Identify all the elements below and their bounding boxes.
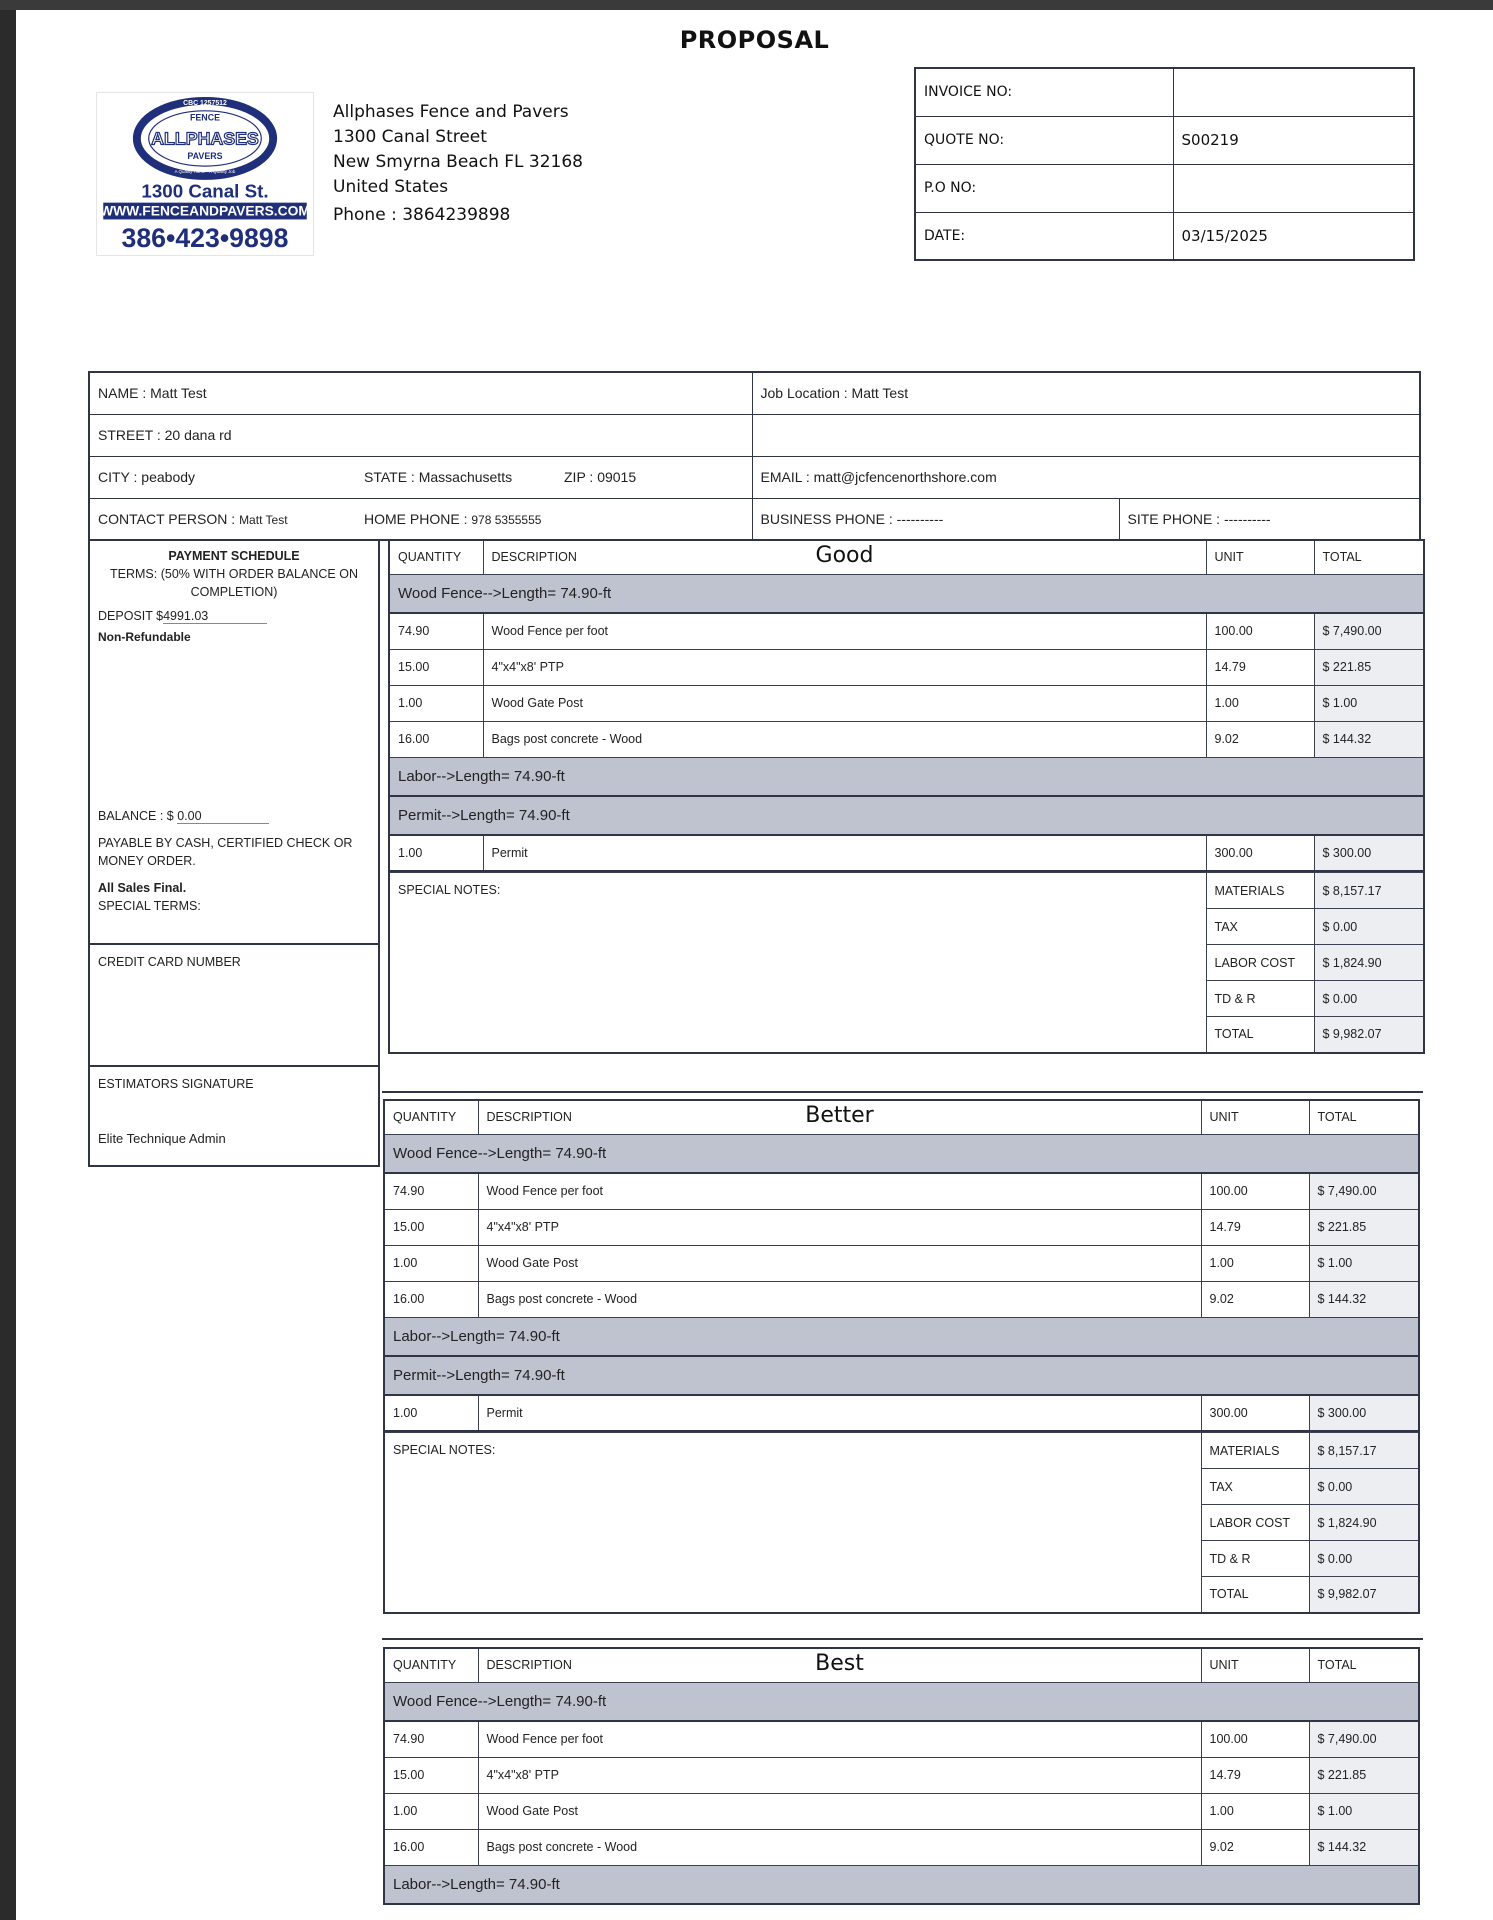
header-description (478, 1648, 1201, 1682)
reference-label: INVOICE NO: (915, 68, 1173, 116)
table-row (384, 1395, 1419, 1431)
reference-label: DATE: (915, 212, 1173, 260)
customer-name: NAME : Matt Test (89, 372, 752, 414)
reference-value (1173, 68, 1414, 116)
item-description: 4"x4"x8' PTP (483, 649, 1206, 685)
item-quantity: 15.00 (389, 649, 483, 685)
deposit-value: 4991.03 (163, 609, 267, 624)
summary-row (384, 1433, 1419, 1469)
payable-note: PAYABLE BY CASH, CERTIFIED CHECK OR MONEY ORDER. (98, 836, 353, 868)
customer-city: CITY : peabody (98, 469, 196, 485)
item-unit: 9.02 (1206, 721, 1314, 757)
balance (98, 809, 269, 824)
summary-row (389, 873, 1424, 909)
item-total: $ 7,490.00 (1309, 1173, 1419, 1209)
home-phone-label: HOME PHONE : (364, 510, 472, 527)
item-quantity: 1.00 (384, 1245, 478, 1281)
site-phone: SITE PHONE : ---------- (1119, 498, 1420, 540)
item-total: $ 144.32 (1309, 1281, 1419, 1317)
contact-person-value: Matt Test (239, 512, 288, 527)
logo-address: 1300 Canal St. (141, 180, 269, 202)
item-quantity: 15.00 (384, 1209, 478, 1245)
customer-email: EMAIL : matt@jcfencenorthshore.com (752, 456, 1420, 498)
table-row (384, 1829, 1419, 1865)
item-description: Bags post concrete - Wood (478, 1829, 1201, 1865)
summary-value: $ 0.00 (1309, 1541, 1419, 1577)
company-address (333, 100, 583, 228)
home-phone-value: 978 5355555 (471, 512, 542, 527)
item-total: $ 1.00 (1309, 1245, 1419, 1281)
special-notes: SPECIAL NOTES: (389, 873, 1206, 1053)
reference-label: P.O NO: (915, 164, 1173, 212)
item-description: Wood Fence per foot (483, 613, 1206, 649)
item-total: $ 221.85 (1314, 649, 1424, 685)
item-quantity: 16.00 (389, 721, 483, 757)
home-phone (364, 511, 541, 527)
item-description: Wood Fence per foot (478, 1173, 1201, 1209)
company-street: 1300 Canal Street (333, 127, 487, 147)
table-header-row (384, 1648, 1419, 1682)
group-row (384, 1317, 1419, 1356)
item-unit: 9.02 (1201, 1281, 1309, 1317)
business-phone: BUSINESS PHONE : ---------- (752, 498, 1119, 540)
tier-label: Better (805, 1103, 874, 1128)
payment-schedule (88, 539, 380, 945)
header-quantity: QUANTITY (384, 1648, 478, 1682)
logo-brand: ALLPHASES (151, 128, 259, 149)
item-quantity: 1.00 (389, 835, 483, 871)
table-header-row (384, 1100, 1419, 1134)
item-description: Bags post concrete - Wood (483, 721, 1206, 757)
summary-value: $ 0.00 (1314, 981, 1424, 1017)
empty-cell (752, 414, 1420, 456)
quote-section-better (383, 1099, 1420, 1614)
company-name: Allphases Fence and Pavers (333, 102, 569, 122)
table-row (389, 721, 1424, 757)
contact-phone-row (89, 498, 752, 540)
item-description: Wood Gate Post (483, 685, 1206, 721)
reference-row (915, 116, 1414, 164)
item-total: $ 300.00 (1314, 835, 1424, 871)
customer-street: STREET : 20 dana rd (89, 414, 752, 456)
reference-row (915, 68, 1414, 116)
summary-value: $ 0.00 (1309, 1469, 1419, 1505)
viewer-top-bar (0, 0, 1493, 10)
item-unit: 1.00 (1206, 685, 1314, 721)
item-unit: 14.79 (1201, 1757, 1309, 1793)
header-unit: UNIT (1201, 1100, 1309, 1134)
group-row (384, 1134, 1419, 1173)
quote-items-table (383, 1099, 1420, 1432)
section-separator (382, 1091, 1423, 1093)
group-row (384, 1682, 1419, 1721)
final-terms (98, 879, 201, 915)
header-description (483, 540, 1206, 574)
balance-value: 0.00 (177, 809, 269, 824)
summary-value: $ 0.00 (1314, 909, 1424, 945)
group-title: Wood Fence-->Length= 74.90-ft (384, 1682, 1419, 1721)
item-quantity: 1.00 (384, 1395, 478, 1431)
group-row (389, 574, 1424, 613)
header-unit: UNIT (1206, 540, 1314, 574)
item-total: $ 221.85 (1309, 1209, 1419, 1245)
non-refundable: Non-Refundable (98, 630, 191, 644)
header-quantity: QUANTITY (389, 540, 483, 574)
all-sales-final: All Sales Final. (98, 881, 187, 895)
special-notes: SPECIAL NOTES: (384, 1433, 1201, 1613)
group-title: Wood Fence-->Length= 74.90-ft (384, 1134, 1419, 1173)
table-row (389, 613, 1424, 649)
summary-label: LABOR COST (1201, 1505, 1309, 1541)
item-unit: 1.00 (1201, 1245, 1309, 1281)
logo-ring: A Quality Home • A Quality Job (174, 169, 236, 175)
header-description-label: DESCRIPTION (491, 550, 577, 565)
logo-phone: 386•423•9898 (121, 223, 289, 254)
summary-label: TD & R (1206, 981, 1314, 1017)
logo-license: CBC 1257512 (183, 99, 227, 107)
item-unit: 100.00 (1206, 613, 1314, 649)
reference-row (915, 212, 1414, 260)
table-row (384, 1173, 1419, 1209)
table-row (384, 1245, 1419, 1281)
summary-value: $ 1,824.90 (1309, 1505, 1419, 1541)
table-row (384, 1793, 1419, 1829)
contact-person (98, 511, 364, 527)
reference-value: S00219 (1173, 116, 1414, 164)
reference-value (1173, 164, 1414, 212)
payment-terms: TERMS: (50% WITH ORDER BALANCE ON COMPLETION) (110, 567, 358, 599)
item-description: Permit (478, 1395, 1201, 1431)
tier-label: Good (815, 543, 874, 568)
table-row (389, 649, 1424, 685)
item-description: Permit (483, 835, 1206, 871)
item-description: Wood Gate Post (478, 1793, 1201, 1829)
summary-table (388, 872, 1425, 1054)
deposit (98, 609, 370, 624)
customer-state: STATE : Massachusetts (364, 469, 513, 485)
customer-zip: ZIP : 09015 (564, 469, 637, 485)
item-quantity: 1.00 (389, 685, 483, 721)
group-title: Wood Fence-->Length= 74.90-ft (389, 574, 1424, 613)
header-description (478, 1100, 1201, 1134)
summary-value: $ 9,982.07 (1309, 1577, 1419, 1613)
item-quantity: 74.90 (389, 613, 483, 649)
reference-box (914, 67, 1415, 261)
group-title: Permit-->Length= 74.90-ft (389, 796, 1424, 835)
contact-person-label: CONTACT PERSON : (98, 510, 240, 527)
item-quantity: 74.90 (384, 1721, 478, 1757)
item-total: $ 144.32 (1309, 1829, 1419, 1865)
quote-items-table (383, 1647, 1420, 1905)
item-total: $ 144.32 (1314, 721, 1424, 757)
item-description: Wood Gate Post (478, 1245, 1201, 1281)
summary-label: TOTAL (1206, 1017, 1314, 1053)
header-unit: UNIT (1201, 1648, 1309, 1682)
payment-heading: PAYMENT SCHEDULE (168, 549, 300, 563)
header-total: TOTAL (1309, 1648, 1419, 1682)
summary-label: TOTAL (1201, 1577, 1309, 1613)
city-state-zip (89, 456, 752, 498)
group-title: Labor-->Length= 74.90-ft (384, 1865, 1419, 1904)
header-description-label: DESCRIPTION (486, 1110, 572, 1125)
credit-card-box (88, 945, 380, 1067)
group-title: Labor-->Length= 74.90-ft (389, 757, 1424, 796)
group-row (389, 796, 1424, 835)
company-country: United States (333, 177, 449, 197)
tier-label: Best (815, 1651, 864, 1676)
company-logo (96, 92, 314, 256)
reference-label: QUOTE NO: (915, 116, 1173, 164)
item-unit: 9.02 (1201, 1829, 1309, 1865)
logo-fence: FENCE (189, 112, 221, 123)
group-row (384, 1356, 1419, 1395)
credit-card-label: CREDIT CARD NUMBER (98, 955, 241, 969)
item-unit: 300.00 (1206, 835, 1314, 871)
item-description: 4"x4"x8' PTP (478, 1757, 1201, 1793)
special-terms: SPECIAL TERMS: (98, 899, 201, 913)
item-unit: 14.79 (1201, 1209, 1309, 1245)
summary-label: TD & R (1201, 1541, 1309, 1577)
item-total: $ 1.00 (1314, 685, 1424, 721)
item-quantity: 15.00 (384, 1757, 478, 1793)
quote-section-good (388, 539, 1425, 1054)
group-row (389, 757, 1424, 796)
header-description-label: DESCRIPTION (486, 1658, 572, 1673)
summary-label: MATERIALS (1206, 873, 1314, 909)
header-quantity: QUANTITY (384, 1100, 478, 1134)
item-total: $ 1.00 (1309, 1793, 1419, 1829)
table-row (389, 835, 1424, 871)
table-header-row (389, 540, 1424, 574)
summary-label: TAX (1201, 1469, 1309, 1505)
logo-pavers: PAVERS (187, 151, 223, 162)
group-title: Permit-->Length= 74.90-ft (384, 1356, 1419, 1395)
item-unit: 100.00 (1201, 1173, 1309, 1209)
document-page (16, 10, 1493, 1920)
group-row (384, 1865, 1419, 1904)
item-total: $ 7,490.00 (1309, 1721, 1419, 1757)
table-row (389, 685, 1424, 721)
customer-info-table (88, 371, 1421, 541)
table-row (384, 1721, 1419, 1757)
summary-value: $ 1,824.90 (1314, 945, 1424, 981)
signature-name: Elite Technique Admin (98, 1131, 226, 1146)
section-separator (382, 1638, 1423, 1640)
header-total: TOTAL (1314, 540, 1424, 574)
signature-box (88, 1067, 380, 1167)
summary-label: MATERIALS (1201, 1433, 1309, 1469)
item-description: Wood Fence per foot (478, 1721, 1201, 1757)
item-total: $ 7,490.00 (1314, 613, 1424, 649)
quote-items-table (388, 539, 1425, 872)
item-unit: 14.79 (1206, 649, 1314, 685)
company-city: New Smyrna Beach FL 32168 (333, 152, 583, 172)
item-description: 4"x4"x8' PTP (478, 1209, 1201, 1245)
item-quantity: 16.00 (384, 1281, 478, 1317)
balance-label: BALANCE : $ (98, 809, 174, 823)
item-quantity: 16.00 (384, 1829, 478, 1865)
summary-value: $ 8,157.17 (1314, 873, 1424, 909)
header-total: TOTAL (1309, 1100, 1419, 1134)
reference-row (915, 164, 1414, 212)
item-total: $ 221.85 (1309, 1757, 1419, 1793)
quote-section-best (383, 1647, 1420, 1905)
table-row (384, 1281, 1419, 1317)
item-unit: 100.00 (1201, 1721, 1309, 1757)
item-total: $ 300.00 (1309, 1395, 1419, 1431)
item-quantity: 74.90 (384, 1173, 478, 1209)
deposit-label: DEPOSIT $ (98, 609, 164, 623)
item-description: Bags post concrete - Wood (478, 1281, 1201, 1317)
item-unit: 1.00 (1201, 1793, 1309, 1829)
job-location: Job Location : Matt Test (752, 372, 1420, 414)
logo-website: WWW.FENCEANDPAVERS.COM (100, 202, 310, 219)
payment-panel (88, 539, 380, 1167)
summary-value: $ 8,157.17 (1309, 1433, 1419, 1469)
company-phone: Phone : 3864239898 (333, 205, 511, 225)
item-unit: 300.00 (1201, 1395, 1309, 1431)
reference-value: 03/15/2025 (1173, 212, 1414, 260)
summary-table (383, 1432, 1420, 1614)
summary-label: TAX (1206, 909, 1314, 945)
summary-label: LABOR COST (1206, 945, 1314, 981)
group-title: Labor-->Length= 74.90-ft (384, 1317, 1419, 1356)
table-row (384, 1209, 1419, 1245)
signature-label: ESTIMATORS SIGNATURE (98, 1077, 254, 1091)
document-title: PROPOSAL (679, 26, 830, 54)
summary-value: $ 9,982.07 (1314, 1017, 1424, 1053)
table-row (384, 1757, 1419, 1793)
item-quantity: 1.00 (384, 1793, 478, 1829)
